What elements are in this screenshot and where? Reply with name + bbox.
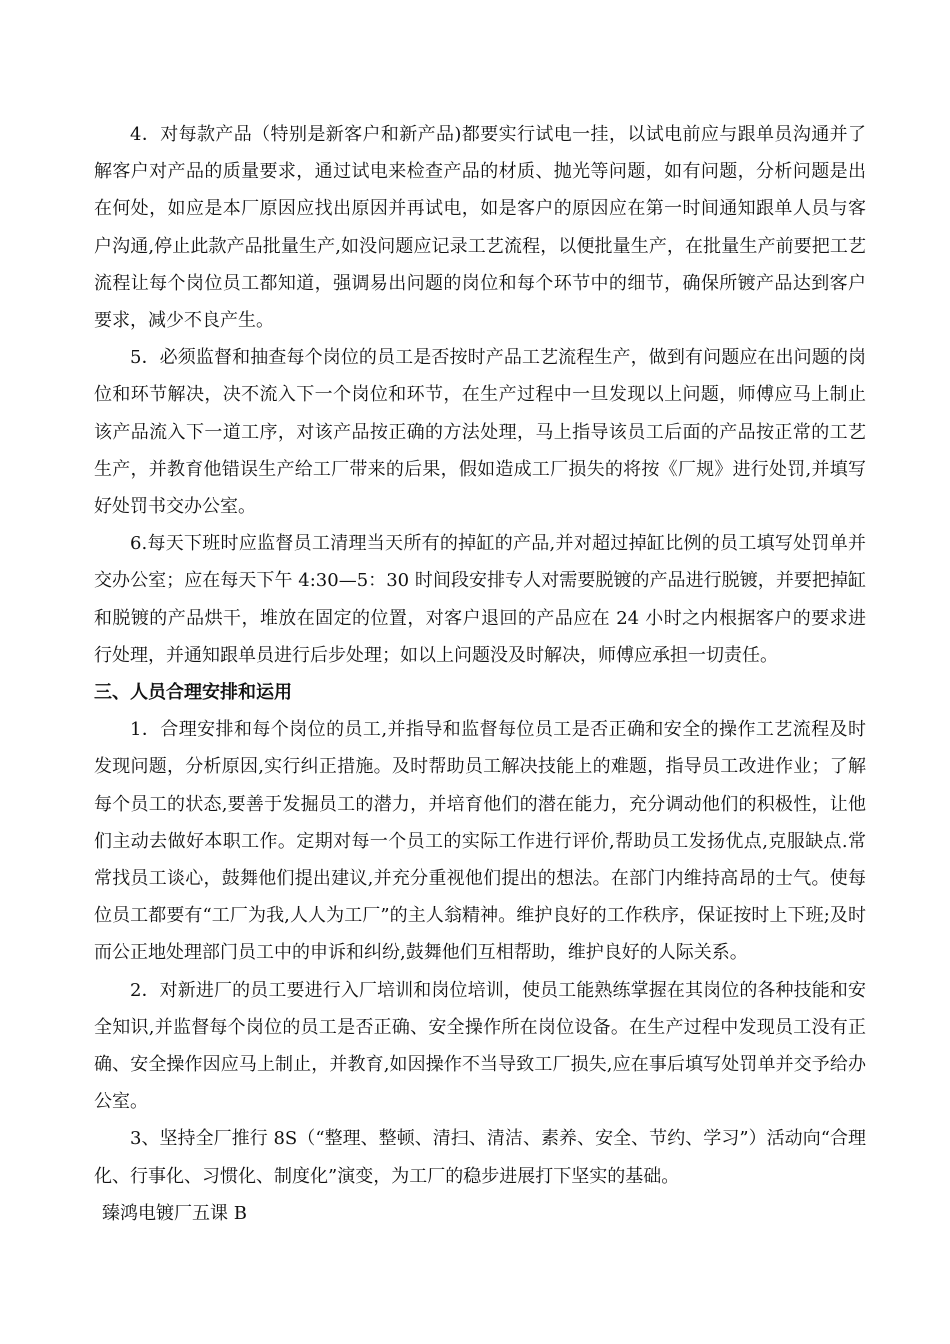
section-heading: 三、人员合理安排和运用 [94,682,292,704]
footer-signature: 臻鸿电镀厂五课 B [102,1202,247,1224]
paragraph-item-5: 5．必须监督和抽查每个岗位的员工是否按时产品工艺流程生产，做到有问题应在出问题的岗位和环节解决，决不流入下一个岗位和环节，在生产过程中一旦发现以上问题，师傅应马上制止该产品流入下一道工序，对该产品按正确的方法处理，马上指导该员工后面的产品按正常的工艺生产，并教育他错误生产给工厂带来的后果，假如造成工厂损失的将按《厂规》进行处罚,并填写好处罚书交办公室。 [94,347,866,518]
paragraph-item-4: 4．对每款产品（特别是新客户和新产品)都要实行试电一挂，以试电前应与跟单员沟通并了解客户对产品的质量要求，通过试电来检查产品的材质、抛光等问题，如有问题，分析问题是出在何处，如应是本厂原因应找出原因并再试电，如是客户的原因应在第一时间通知跟单人员与客户沟通,停止此款产品批量生产,如没问题应记录工艺流程，以便批量生产，在批量生产前要把工艺流程让每个岗位员工都知道，强调易出问题的岗位和每个环节中的细节，确保所镀产品达到客户要求，减少不良产生。 [94,124,866,332]
paragraph-item-6: 6.每天下班时应监督员工清理当天所有的掉缸的产品,并对超过掉缸比例的员工填写处罚单并交办公室；应在每天下午 4:30—5：30 时间段安排专人对需要脱镀的产品进行脱镀，并要把掉缸和脱镀的产品烘干，堆放在固定的位置，对客户退回的产品应在 24 小时之内根据客户的要求进行处理，并通知跟单员进行后步处理；如以上问题没及时解决，师傅应承担一切责任。 [94,533,866,666]
paragraph-staff-1: 1．合理安排和每个岗位的员工,并指导和监督每位员工是否正确和安全的操作工艺流程及时发现问题，分析原因,实行纠正措施。及时帮助员工解决技能上的难题，指导员工改进作业；了解每个员工的状态,要善于发掘员工的潜力，并培育他们的潜在能力，充分调动他们的积极性，让他们主动去做好本职工作。定期对每一个员工的实际工作进行评价,帮助员工发扬优点,克服缺点.常常找员工谈心，鼓舞他们提出建议,并充分重视他们提出的想法。在部门内维持高昂的士气。使每位员工都要有“工厂为我,人人为工厂”的主人翁精神。维护良好的工作秩序，保证按时上下班;及时而公正地处理部门员工中的申诉和纠纷,鼓舞他们互相帮助，维护良好的人际关系。 [94,719,866,964]
paragraph-staff-3: 3、坚持全厂推行 8S（“整理、整顿、清扫、清洁、素养、安全、节约、学习”）活动向“合理化、行事化、习惯化、制度化”演变，为工厂的稳步进展打下坚实的基础。 [94,1128,866,1187]
paragraph-staff-2: 2．对新进厂的员工要进行入厂培训和岗位培训，使员工能熟练掌握在其岗位的各种技能和安全知识,并监督每个岗位的员工是否正确、安全操作所在岗位设备。在生产过程中发现员工没有正确、安全操作因应马上制止，并教育,如因操作不当导致工厂损失,应在事后填写处罚单并交予给办公室。 [94,979,866,1113]
